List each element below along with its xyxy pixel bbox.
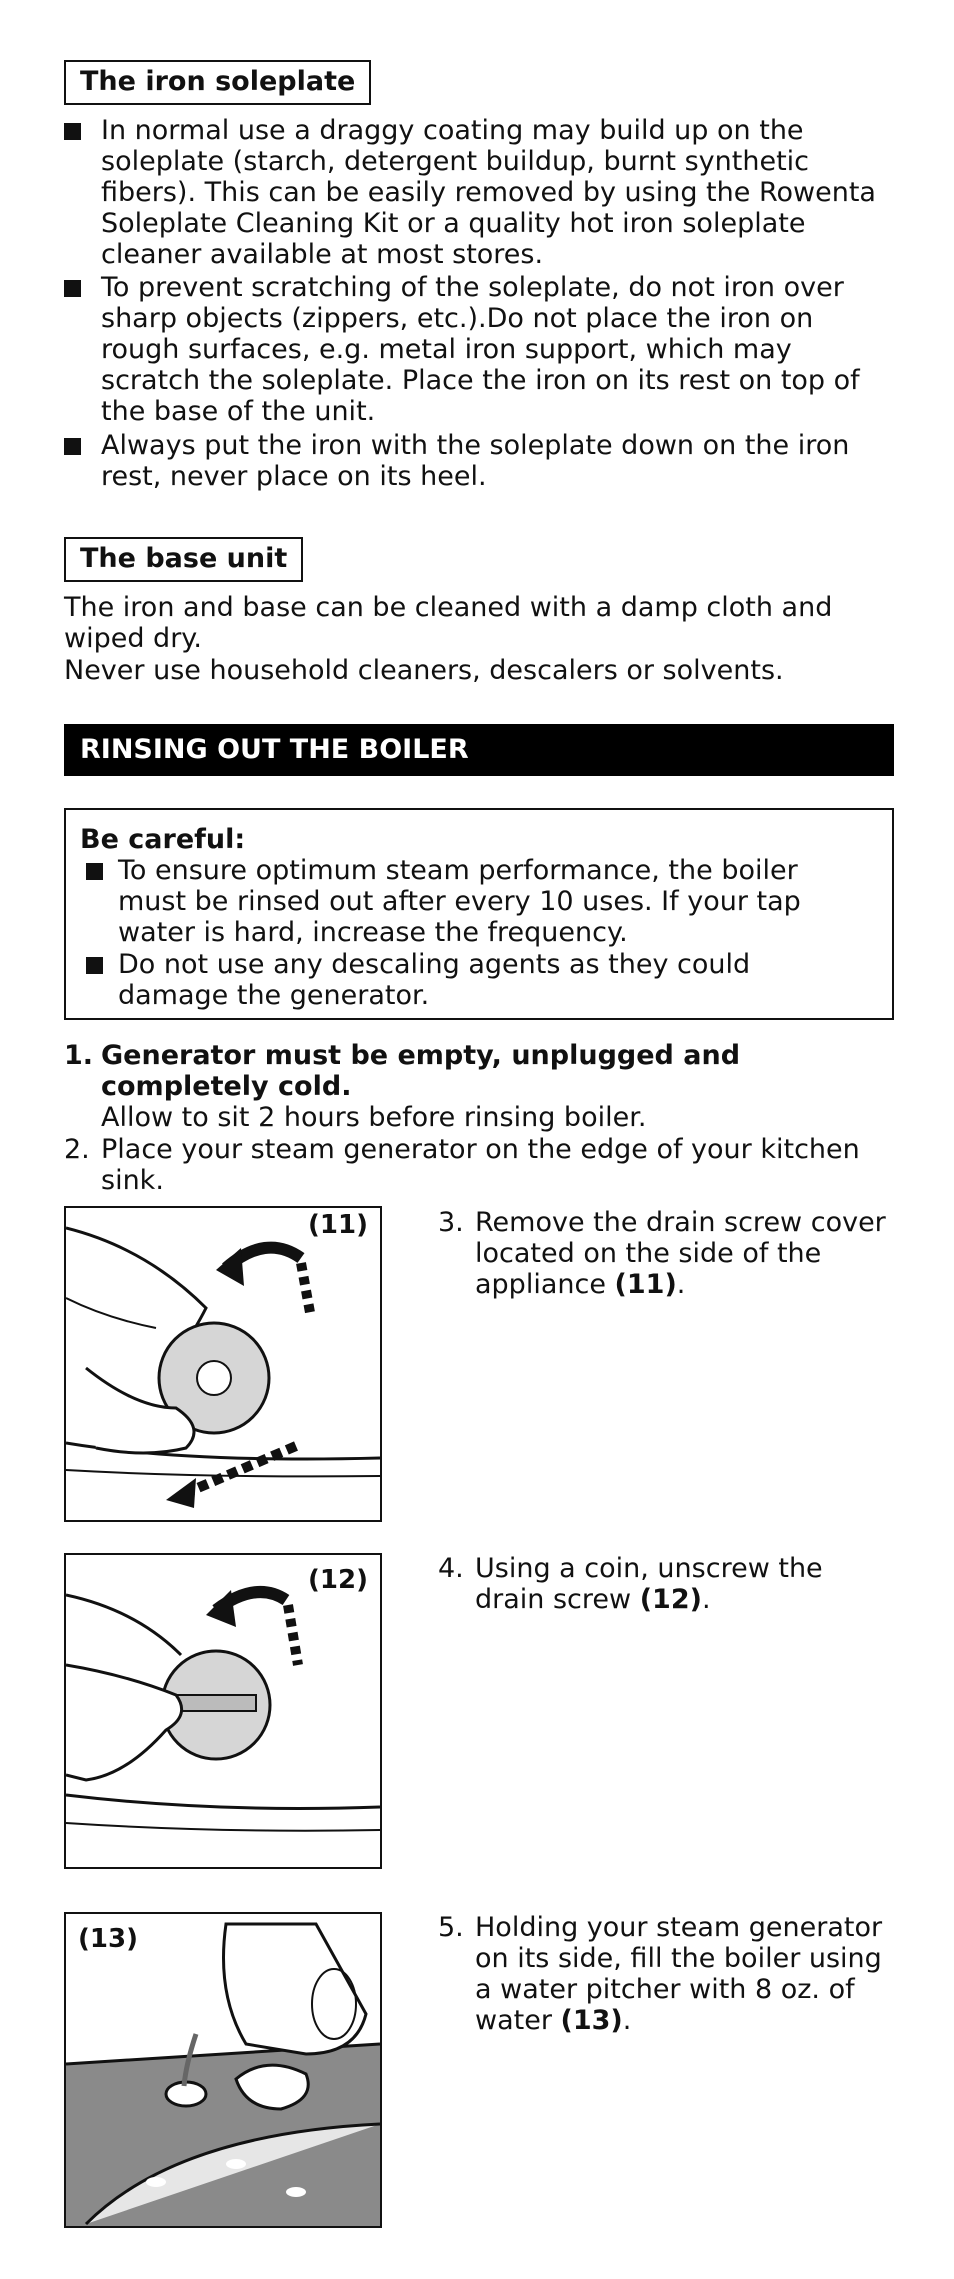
base-unit-text-2: Never use household cleaners, descalers or solvents. xyxy=(64,655,784,686)
fill-boiler-illustration xyxy=(66,1914,380,2226)
bullet-square-icon xyxy=(86,957,103,974)
step-5: 5. Holding your steam generator on its side, fill the boiler using a water pitcher with 8 oz. of water (13). xyxy=(438,1912,883,2036)
figure-12-label: (12) xyxy=(308,1565,368,1595)
bullet-square-icon xyxy=(86,863,103,880)
figure-13-label: (13) xyxy=(78,1924,138,1954)
careful-bullet-1: To ensure optimum steam performance, the boiler must be rinsed out after every 10 uses. If your tap water is hard, increase the frequency. xyxy=(66,855,866,948)
bullet-square-icon xyxy=(64,280,81,297)
unscrew-drain-illustration xyxy=(66,1555,380,1867)
figure-11-label: (11) xyxy=(308,1210,368,1240)
base-unit-text-1: The iron and base can be cleaned with a damp cloth and wiped dry. xyxy=(64,592,833,654)
be-careful-heading: Be careful: xyxy=(80,824,246,855)
bullet-square-icon xyxy=(64,438,81,455)
section-title-bar: RINSING OUT THE BOILER xyxy=(64,724,894,776)
figure-11-drain-cover xyxy=(64,1206,382,1522)
figure-12-unscrew-drain xyxy=(64,1553,382,1869)
base-unit-heading: The base unit xyxy=(64,537,303,582)
step-1: 1. Generator must be empty, unplugged and completely cold. Allow to sit 2 hours before rinsing boiler. xyxy=(64,1040,741,1133)
be-careful-box xyxy=(64,808,894,1020)
step-2: 2. Place your steam generator on the edge of your kitchen sink. xyxy=(64,1134,860,1196)
bullet-square-icon xyxy=(64,123,81,140)
careful-bullet-2: Do not use any descaling agents as they could damage the generator. xyxy=(66,949,866,1011)
step-4: 4. Using a coin, unscrew the drain screw (12). xyxy=(438,1553,823,1615)
step-3: 3. Remove the drain screw cover located on the side of the appliance (11). xyxy=(438,1207,886,1300)
soleplate-bullet-2: To prevent scratching of the soleplate, do not iron over sharp objects (zippers, etc.).Do not place the iron on rough surfaces, e.g. metal iron support, which may scratch the soleplate. Place the iron on its rest on top of the base of the unit. xyxy=(64,272,894,427)
soleplate-heading: The iron soleplate xyxy=(64,60,371,105)
drain-cover-illustration xyxy=(66,1208,380,1520)
figure-13-fill-boiler xyxy=(64,1912,382,2228)
soleplate-bullet-1: In normal use a draggy coating may build up on the soleplate (starch, detergent buildup, burnt synthetic fibers). This can be easily removed by using the Rowenta Soleplate Cleaning Kit or a quality hot iron soleplate cleaner available at most stores. xyxy=(64,115,894,270)
soleplate-bullet-3: Always put the iron with the soleplate down on the iron rest, never place on its heel. xyxy=(64,430,894,492)
